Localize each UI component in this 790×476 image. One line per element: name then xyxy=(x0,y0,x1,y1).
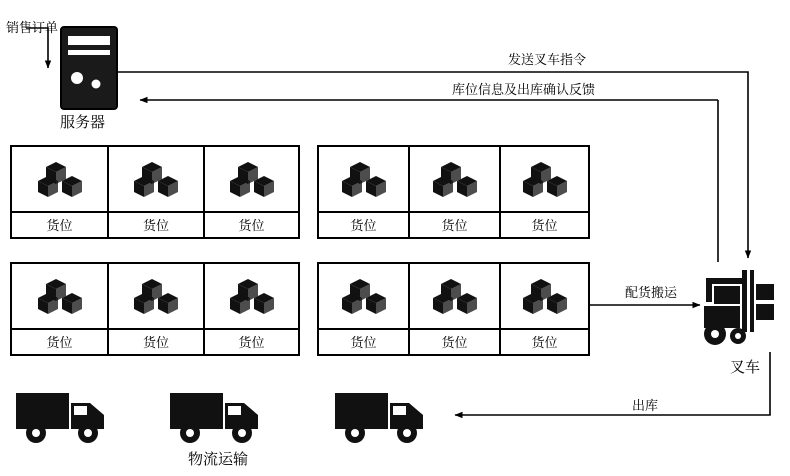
truck-icon xyxy=(14,385,112,447)
shelf-cell-label: 货位 xyxy=(46,219,73,234)
shelf-cell xyxy=(319,147,408,237)
label-outbound: 出库 xyxy=(632,399,659,414)
boxes-icon xyxy=(431,159,479,199)
boxes-icon xyxy=(36,159,84,199)
boxes-icon xyxy=(36,276,84,316)
boxes-icon xyxy=(431,276,479,316)
shelf-cell-label: 货位 xyxy=(46,336,73,351)
shelf-cell xyxy=(410,147,499,237)
shelf-cell xyxy=(12,147,107,237)
shelf-cell-label: 货位 xyxy=(441,219,468,234)
forklift-icon xyxy=(700,262,780,356)
shelf-cell xyxy=(501,264,588,354)
truck-icon xyxy=(168,385,266,447)
boxes-icon xyxy=(228,276,276,316)
label-forklift: 叉车 xyxy=(730,358,761,376)
boxes-icon xyxy=(132,276,180,316)
shelf-cell-label: 货位 xyxy=(531,219,558,234)
boxes-icon xyxy=(228,159,276,199)
shelf-bottom-left xyxy=(10,262,300,356)
shelf-cell xyxy=(319,264,408,354)
shelf-cell-label: 货位 xyxy=(531,336,558,351)
server-tower-icon xyxy=(60,26,118,110)
boxes-icon xyxy=(521,159,569,199)
shelf-cell xyxy=(205,147,298,237)
shelf-cell-label: 货位 xyxy=(441,336,468,351)
shelf-cell-label: 货位 xyxy=(142,219,169,234)
label-picking-handling: 配货搬运 xyxy=(625,286,678,301)
label-send-forklift-command: 发送叉车指令 xyxy=(508,53,587,68)
shelf-cell xyxy=(12,264,107,354)
label-slot-info-feedback: 库位信息及出库确认反馈 xyxy=(452,83,596,98)
shelf-cell-label: 货位 xyxy=(238,336,265,351)
shelf-cell xyxy=(109,264,203,354)
shelf-cell xyxy=(109,147,203,237)
shelf-cell-label: 货位 xyxy=(350,219,377,234)
truck-icon xyxy=(333,385,431,447)
shelf-cell xyxy=(501,147,588,237)
shelf-cell xyxy=(410,264,499,354)
boxes-icon xyxy=(132,159,180,199)
label-logistics: 物流运输 xyxy=(188,450,249,468)
shelf-top-right xyxy=(317,145,590,239)
boxes-icon xyxy=(521,276,569,316)
shelf-cell-label: 货位 xyxy=(350,336,377,351)
shelf-bottom-right xyxy=(317,262,590,356)
shelf-cell-label: 货位 xyxy=(238,219,265,234)
shelf-cell-label: 货位 xyxy=(142,336,169,351)
label-server: 服务器 xyxy=(60,113,106,131)
boxes-icon xyxy=(340,159,388,199)
label-sales-order: 销售订单 xyxy=(6,21,59,36)
shelf-top-left xyxy=(10,145,300,239)
boxes-icon xyxy=(340,276,388,316)
shelf-cell xyxy=(205,264,298,354)
